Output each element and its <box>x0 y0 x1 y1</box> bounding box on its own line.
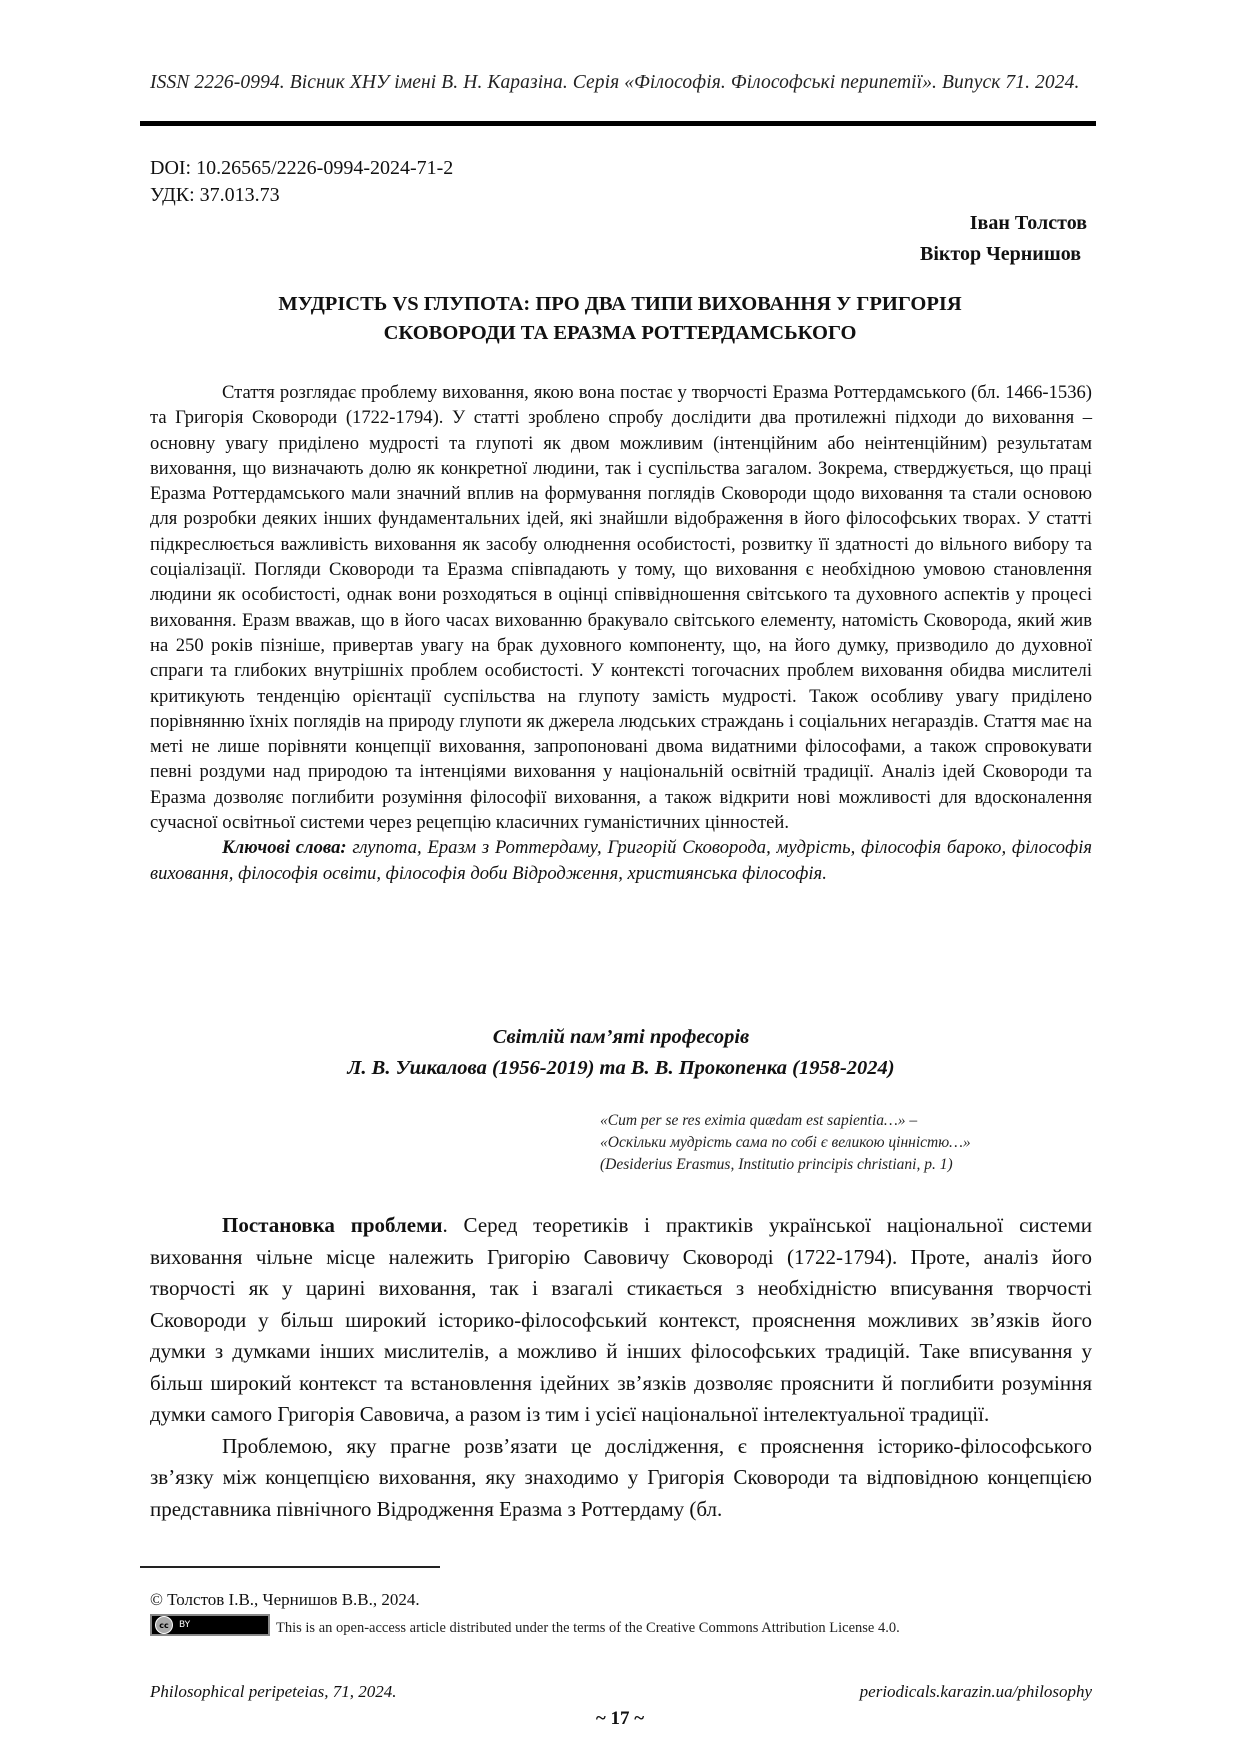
body-text <box>150 1210 1092 1525</box>
copyright-notice: © Толстов І.В., Чернишов В.В., 2024. <box>150 1590 420 1609</box>
dedication-line-1: Світлій пам’яті професорів <box>492 1026 750 1048</box>
author-2: Віктор Чернишов <box>919 243 1081 265</box>
keywords <box>150 835 1092 886</box>
footer-url[interactable]: periodicals.karazin.ua/philosophy <box>859 1682 1092 1701</box>
section-heading: Постановка проблеми <box>222 1213 443 1237</box>
running-head: ISSN 2226-0994. Вісник ХНУ імені В. Н. Каразіна. Серія «Філософія. Філософські перипетії». Випуск 71. 2024. <box>150 72 1080 93</box>
abstract-text: Стаття розглядає проблему виховання, якою вона постає у творчості Еразма Роттердамського (бл. 1466-1536) та Григорія Сковороди (1722-1794). У статті зроблено спробу дослідити два протилежні підходи до виховання – основну увагу приділено мудрості та глупоті як двом можливим (інтенційним або неінтенційним) результатам виховання, що визначають долю як конкретної людини, так і суспільства загалом. Зокрема, стверджується, що праці Еразма Роттердамського мали значний вплив на формування поглядів Сковороди щодо виховання та стали основою для розробки деяких інших фундаментальних ідей, які знайшли відображення в його філософських творах. У статті підкреслюється важливість виховання як засобу олюднення особистості, розвитку її здатності до вільного вибору та соціалізації. Погляди Сковороди та Еразма співпадають у тому, що виховання є необхідною умовою становлення людини як особистості, однак вони розходяться в оцінці співвідношення світського та духовного аспектів у процесі виховання. Еразм вважав, що в його часах вихованню бракувало світського елементу, натомість Сковорода, який жив на 250 років пізніше, привертав увагу на брак духовного компоненту, що, на його думку, призводило до духовної спраги та глибоких внутрішніх проблем особистості. У контексті тогочасних проблем виховання обидва мислителі критикують тенденцію орієнтації суспільства на глупоту замість мудрості. Також особливу увагу приділено порівнянню їхніх поглядів на природу глупоти як джерела людських страждань і соціальних негараздів. Стаття має на меті не лише порівняти концепції виховання, запропоновані двома видатними філософами, а також спровокувати певні роздуми над природою та інтенціями виховання у національній освітній традиції. Аналіз ідей Сковороди та Еразма дозволяє поглибити розуміння філософії виховання, а також відкрити нові можливості для вдосконалення сучасної освітньої системи через рецепцію класичних гуманістичних цінностей. <box>150 382 1092 834</box>
license-text: This is an open-access article distributed under the terms of the Creative Commons Attribution License 4.0. <box>276 1620 900 1636</box>
cc-icon: cc <box>155 1616 173 1634</box>
authors <box>920 208 1087 270</box>
doi: DOI: 10.26565/2226-0994-2024-71-2 <box>150 157 454 179</box>
author-1: Іван Толстов <box>969 212 1087 234</box>
title-line-1: МУДРІСТЬ VS ГЛУПОТА: ПРО ДВА ТИПИ ВИХОВАННЯ У ГРИГОРІЯ <box>278 293 962 315</box>
page-number: ~ 17 ~ <box>595 1708 645 1729</box>
dedication-line-2: Л. В. Ушкалова (1956-2019) та В. В. Прокопенка (1958-2024) <box>347 1057 895 1079</box>
license-block <box>150 1614 900 1636</box>
footnote-rule <box>140 1566 440 1568</box>
udc: УДК: 37.013.73 <box>150 184 280 206</box>
epigraph-source: (Desiderius Erasmus, Institutio principis christiani, p. 1) <box>600 1156 953 1173</box>
title-line-2: СКОВОРОДИ ТА ЕРАЗМА РОТТЕРДАМСЬКОГО <box>383 322 857 344</box>
paragraph-1-text: . Серед теоретиків і практиків української національної системи виховання чільне місце належить Григорію Савовичу Сковороді (1722-1794). Проте, аналіз його творчості як у царині виховання, так і взагалі стикається з необхідністю вписування творчості Сковороди у більш широкий історико-філософський контекст, прояснення можливих зв’язків його думки з думками інших мислителів, а можливо й інших філософських традицій. Таке вписування у більш широкий контекст та встановлення ідейних зв’язків дозволяє прояснити й поглибити розуміння думки самого Григорія Савовича, а разом із тим і усієї національної інтелектуальної традиції. <box>150 1213 1092 1426</box>
article-meta <box>150 155 453 209</box>
article-title <box>150 290 1090 348</box>
paragraph-2: Проблемою, яку прагне розв’язати це дослідження, є прояснення історико-філософського зв’язку між концепцією виховання, яку знаходимо у Григорія Сковороди та відповідною концепцією представника північного Відродження Еразма з Роттердаму (бл. <box>150 1433 1092 1521</box>
dedication <box>150 1022 1092 1084</box>
keywords-list: глупота, Еразм з Роттердаму, Григорій Сковорода, мудрість, філософія бароко, філософія виховання, філософія освіти, філософія доби Відродження, християнська філософія. <box>150 837 1093 884</box>
abstract <box>150 380 1092 886</box>
keywords-label: Ключові слова: <box>222 837 347 859</box>
header-rule <box>140 121 1096 126</box>
epigraph <box>600 1110 971 1176</box>
cc-by-badge-icon[interactable] <box>150 1614 270 1636</box>
epigraph-translation: «Оскільки мудрість сама по собі є великою цінністю…» <box>600 1134 971 1151</box>
paragraph-1 <box>150 1210 1092 1431</box>
epigraph-latin: «Cum per se res eximia quædam est sapientia…» – <box>600 1112 918 1129</box>
by-label: BY <box>179 1620 191 1630</box>
footer-journal: Philosophical peripeteias, 71, 2024. <box>150 1682 397 1701</box>
